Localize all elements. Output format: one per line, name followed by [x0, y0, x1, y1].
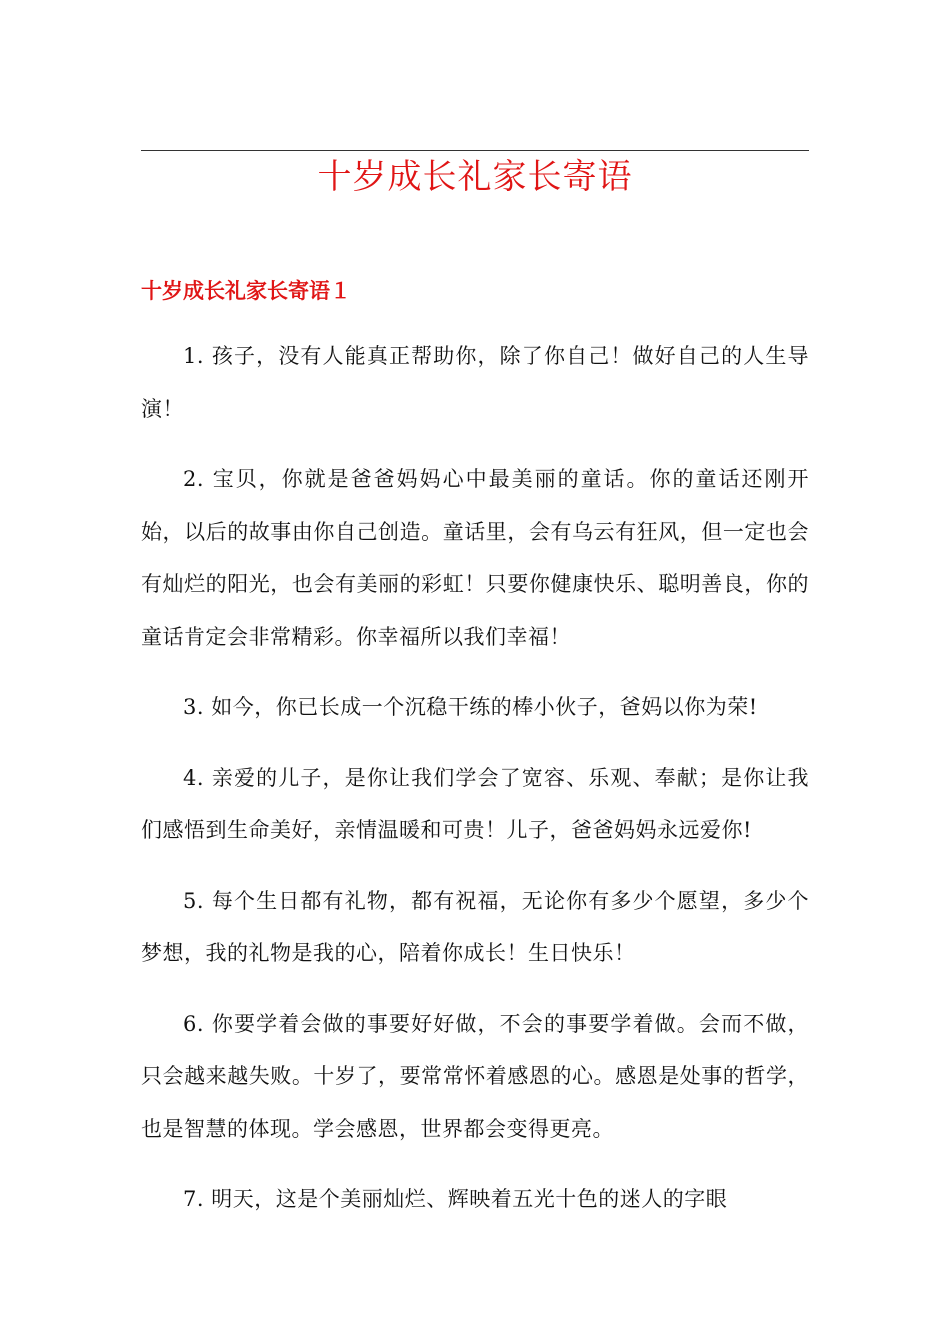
paragraph: 3. 如今，你已长成一个沉稳干练的棒小伙子，爸妈以你为荣! — [183, 695, 758, 719]
paragraph: 1. 孩子，没有人能真正帮助你，除了你自己！做好自己的人生导演！ — [141, 344, 809, 421]
paragraph: 5. 每个生日都有礼物，都有祝福，无论你有多少个愿望，多少个梦想，我的礼物是我的心，陪着你成长！生日快乐！ — [141, 888, 809, 965]
document-body — [141, 330, 809, 1244]
paragraph: 7. 明天，这是个美丽灿烂、辉映着五光十色的迷人的字眼 — [183, 1187, 728, 1211]
paragraph: 6. 你要学着会做的事要好好做，不会的事要学着做。会而不做，只会越来越失败。十岁了，要常常怀着感恩的心。感恩是处事的哲学，也是智慧的体现。学会感恩，世界都会变得更亮。 — [141, 1011, 809, 1141]
paragraph: 2. 宝贝，你就是爸爸妈妈心中最美丽的童话。你的童话还刚开始，以后的故事由你自己创造。童话里，会有乌云有狂风，但一定也会有灿烂的阳光，也会有美丽的彩虹！只要你健康快乐、聪明善良，你的童话肯定会非常精彩。你幸福所以我们幸福！ — [141, 467, 809, 649]
header-rule — [141, 150, 809, 151]
document-title: 十岁成长礼家长寄语 — [317, 157, 633, 197]
paragraph: 4. 亲爱的儿子，是你让我们学会了宽容、乐观、奉献；是你让我们感悟到生命美好，亲情温暖和可贵！儿子，爸爸妈妈永远爱你! — [141, 765, 809, 842]
section-heading: 十岁成长礼家长寄语１ — [141, 279, 351, 303]
